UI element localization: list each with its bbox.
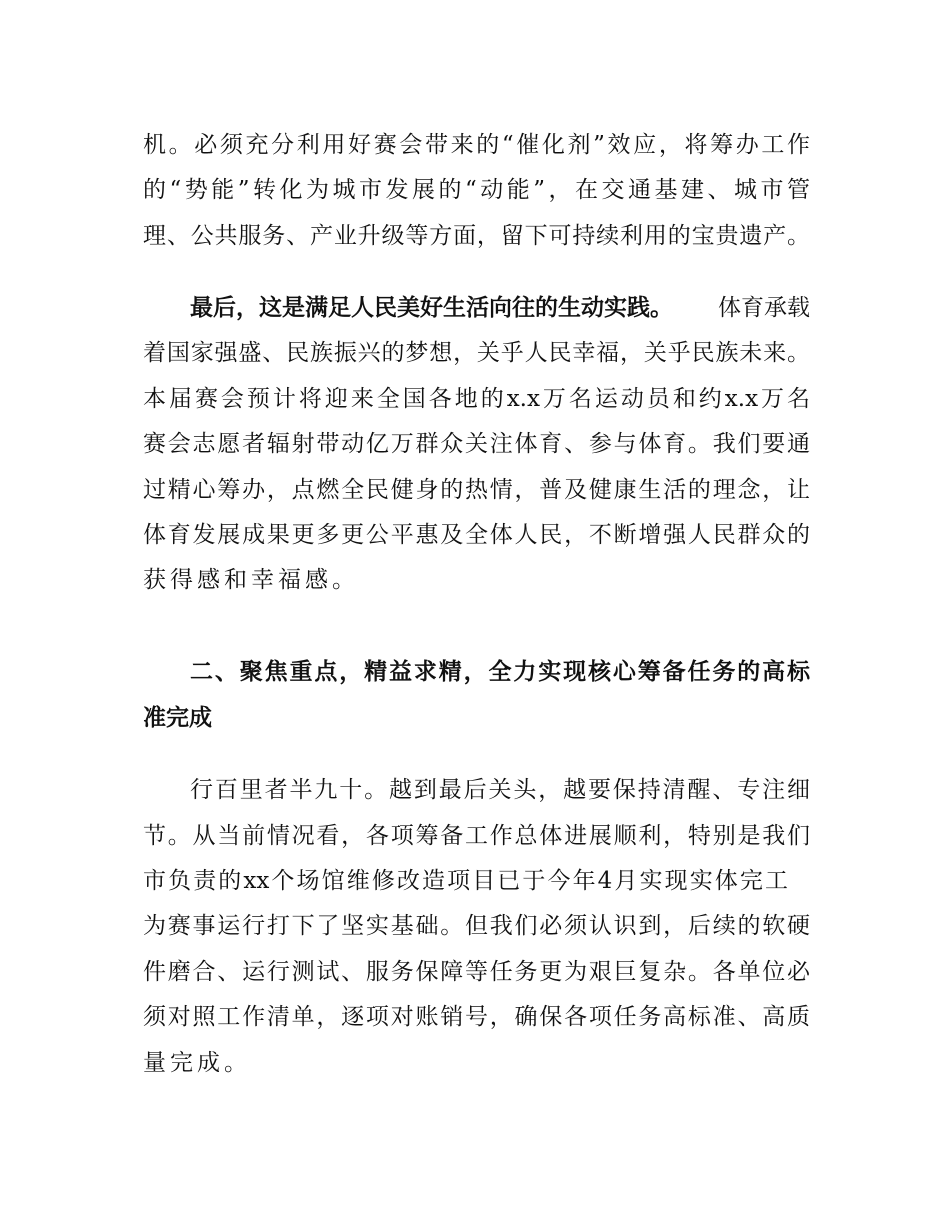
text-line: 为赛事运行打下了坚实基础。但我们必须认识到，后续的软硬 [143,913,810,939]
text-line: 理、公共服务、产业升级等方面，留下可持续利用的宝贵遗产。 [143,223,810,249]
section-heading: 二、聚焦重点，精益求精，全力实现核心筹备任务的高标 [190,659,810,685]
section-heading-cont: 准完成 [143,705,212,731]
text-line: 量完成。 [143,1050,251,1076]
text-line: 市负责的xx个场馆维修改造项目已于今年4月实现实体完工 [143,868,788,894]
paragraph-lead: 最后，这是满足人民美好生活向往的生动实践。 [190,295,673,321]
text-line [190,293,810,323]
text-line: 须对照工作清单，逐项对账销号，确保各项任务高标准、高质 [143,1004,810,1030]
text-line: 件磨合、运行测试、服务保障等任务更为艰巨复杂。各单位必 [143,959,810,985]
paragraph-lead-rest: 体育承载 [718,295,810,321]
text-line: 行百里者半九十。越到最后关头，越要保持清醒、专注细 [190,777,810,803]
text-line: 本届赛会预计将迎来全国各地的x.x万名运动员和约x.x万名 [143,386,810,412]
text-line: 着国家强盛、民族振兴的梦想，关乎人民幸福，关乎民族未来。 [143,340,810,366]
text-line: 的“势能”转化为城市发展的“动能”，在交通基建、城市管 [143,177,810,203]
text-line: 节。从当前情况看，各项筹备工作总体进展顺利，特别是我们 [143,823,810,849]
text-line: 获得感和幸福感。 [143,567,359,593]
text-line: 赛会志愿者辐射带动亿万群众关注体育、参与体育。我们要通 [143,431,810,457]
text-line: 机。必须充分利用好赛会带来的“催化剂”效应，将筹办工作 [143,132,810,158]
text-line: 体育发展成果更多更公平惠及全体人民，不断增强人民群众的 [143,522,810,548]
text-line: 过精心筹办，点燃全民健身的热情，普及健康生活的理念，让 [143,477,810,503]
